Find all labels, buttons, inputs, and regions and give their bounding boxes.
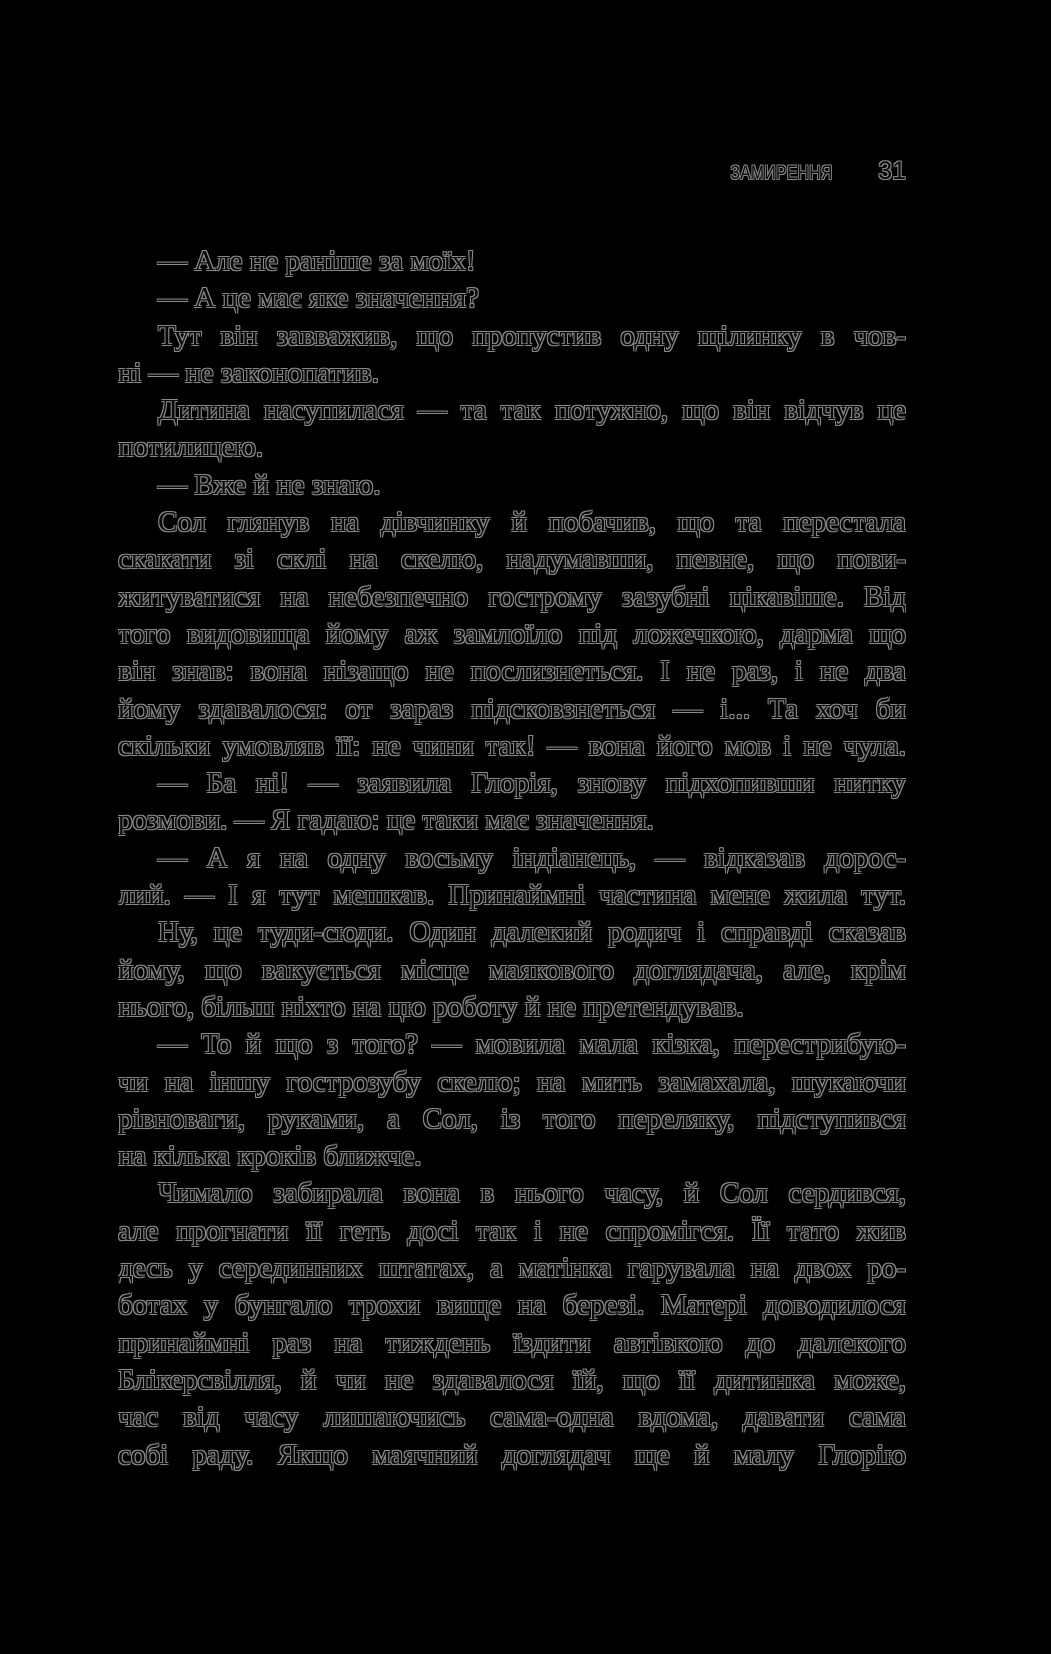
text-line: — Вже й не знаю. [158, 468, 381, 501]
text-line: рівноваги, руками, а Сол, із того переляку, підступився [118, 1102, 906, 1135]
text-line: собі раду. Якщо маячний доглядач ще й малу Глорію [118, 1438, 906, 1471]
text-line: лий. — І я тут мешкав. Принаймні частина мене жила тут. [118, 879, 906, 912]
text-line: житуватися на небезпечно гострому зазубні цікавіше. Від [118, 580, 906, 613]
text-line: Чимало забирала вона в нього часу, й Сол сердився, [158, 1177, 906, 1210]
text-line: того видовища йому аж замлоїло під ложечкою, дарма що [118, 617, 906, 650]
text-line: принаймні раз на тиждень їздити автівкою до далекого [118, 1326, 906, 1359]
running-header [708, 157, 906, 186]
text-line: скільки умовляв її: не чини так! — вона його мов і не чула. [118, 729, 906, 762]
text-line: — Ба ні! — заявила Глорія, знову підхопивши нитку [158, 767, 906, 800]
text-line: скакати зі склі на скелю, надумавши, певне, що пови- [118, 543, 906, 576]
text-line: Дитина насупилася — та так потужно, що він відчув це [158, 394, 906, 427]
text-line: ні — не законопатив. [118, 356, 379, 389]
text-line: десь у серединних штатах, а матінка гарувала на двох ро- [118, 1252, 906, 1285]
text-line: але прогнати її геть досі так і не спромігся. Її тато жив [118, 1214, 906, 1247]
text-line: розмови. — Я гадаю: це таки має значення. [118, 804, 654, 837]
text-line: на кілька кроків ближче. [118, 1140, 422, 1173]
text-line: — А я на одну восьму індіанець, — відказав дорос- [158, 841, 906, 874]
text-line: час від часу лишаючись сама-одна вдома, давати сама [118, 1401, 906, 1434]
text-line: — А це має яке значення? [158, 282, 480, 315]
text-line: Тут він завважив, що пропустив одну щілинку в чов- [158, 319, 906, 352]
text-line: ботах у бунгало трохи вище на березі. Матері доводилося [118, 1289, 906, 1322]
text-line: йому, що вакується місце маякового доглядача, але, крім [118, 953, 906, 986]
body-text [118, 243, 906, 1474]
text-line: Блікерсвілля, й чи не здавалося їй, що її дитинка може, [118, 1363, 906, 1396]
text-line: потилицею. [118, 431, 264, 464]
text-line: — Але не раніше за моїх! [158, 245, 476, 277]
text-line: йому здавалося: от зараз підсковзнеться — і... Та хоч би [118, 692, 906, 725]
text-line: Сол глянув на дівчинку й побачив, що та перестала [158, 506, 906, 539]
text-line: — То й що з того? — мовила мала кізка, перестрибую- [158, 1028, 906, 1061]
chapter-title: ЗАМИРЕННЯ [729, 163, 833, 184]
text-line: чи на іншу гострозубу скелю; на мить замахала, шукаючи [118, 1065, 906, 1098]
text-line: нього, більш ніхто на цю роботу й не претендував. [118, 990, 744, 1023]
text-line: він знав: вона нізащо не послизнеться. І не раз, і не два [118, 655, 906, 688]
page-number: 31 [878, 157, 906, 185]
text-line: Ну, це туди-сюди. Один далекий родич і справді сказав [158, 916, 906, 949]
